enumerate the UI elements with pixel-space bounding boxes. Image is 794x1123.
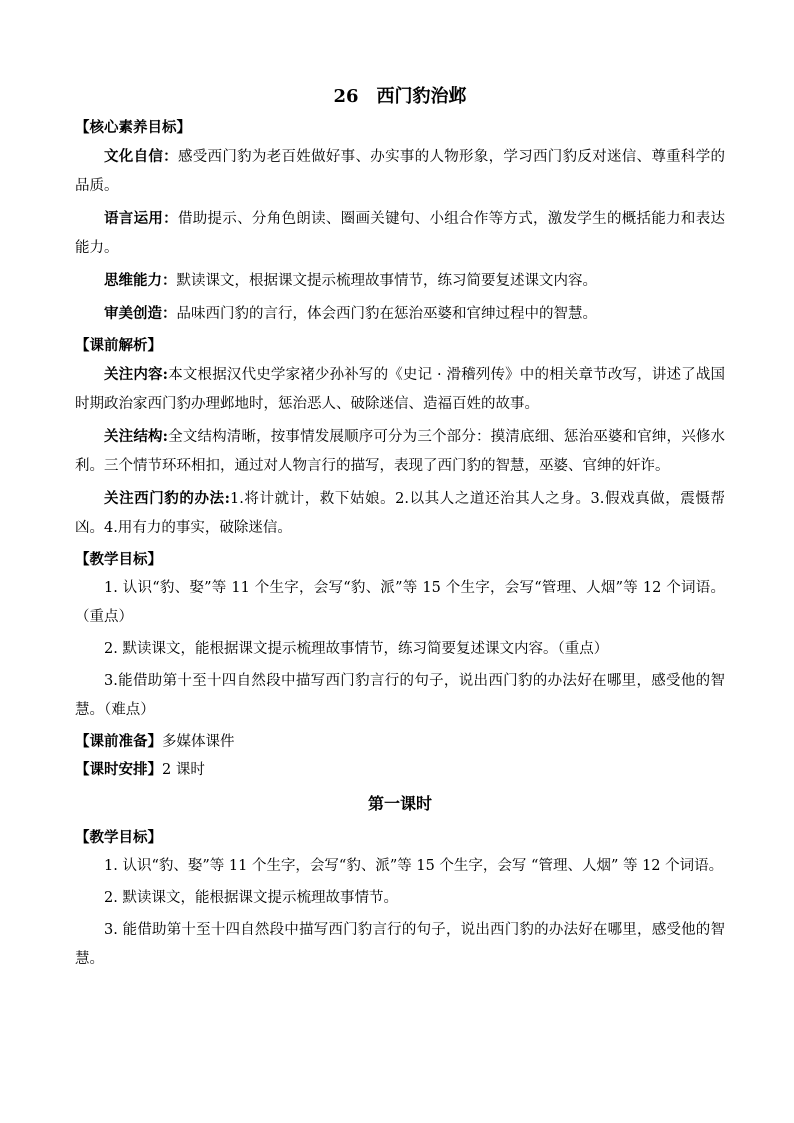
lesson1-goal-item: 3. 能借助第十至十四自然段中描写西门豹言行的句子，说出西门豹的办法好在哪里，感受他的智慧。 (75, 922, 725, 967)
analysis-item-methods (75, 484, 725, 543)
lesson1-goals-heading: 【教学目标】 (75, 829, 162, 846)
analysis-item-label: 关注内容: (104, 366, 169, 383)
lesson1-goal-item: 2. 默读课文，能根据课文提示梳理故事情节。 (104, 890, 398, 906)
core-item-label: 思维能力： (104, 272, 177, 289)
prep-heading: 【课前准备】 (75, 733, 162, 750)
analysis-item-text: 1.将计就计，救下姑娘。2.以其人之道还治其人之身。3.假戏真做，震慑帮凶。4.用有力的事实，破除迷信。 (75, 491, 725, 536)
prep-text: 多媒体课件 (162, 734, 235, 750)
goal-item: 2. 默读课文，能根据课文提示梳理故事情节，练习简要复述课文内容。（重点） (104, 641, 609, 657)
core-item-text: 默读课文，根据课文提示梳理故事情节，练习简要复述课文内容。 (176, 273, 597, 289)
page-content (75, 82, 725, 977)
core-item-label: 审美创造： (104, 305, 177, 322)
lesson1-goal-item: 1. 认识“豹、娶”等 11 个生字，会写“豹、派”等 15 个生字，会写 “管理、人烟” 等 12 个词语。 (104, 858, 724, 874)
goal-item: 1. 认识“豹、娶”等 11 个生字，会写“豹、派”等 15 个生字，会写“管理、人烟”等 12 个词语。（重点） (75, 580, 725, 625)
core-item-label: 文化自信： (104, 148, 178, 165)
goals-heading: 【教学目标】 (75, 551, 162, 568)
analysis-item-structure (75, 422, 725, 481)
lesson-title: 26 西门豹治邺 (333, 86, 467, 107)
core-item-culture (75, 142, 725, 201)
core-item-text: 借助提示、分角色朗读、圈画关键句、小组合作等方式，激发学生的概括能力和表达能力。 (75, 211, 726, 256)
prep-line (75, 728, 725, 756)
analysis-heading: 【课前解析】 (75, 337, 162, 354)
core-item-text: 感受西门豹为老百姓做好事、办实事的人物形象，学习西门豹反对迷信、尊重科学的品质。 (75, 149, 726, 194)
core-item-text: 品味西门豹的言行，体会西门豹在惩治巫婆和官绅过程中的智慧。 (176, 306, 597, 322)
core-item-thinking (75, 266, 725, 296)
goal-item: 3.能借助第十至十四自然段中描写西门豹言行的句子，说出西门豹的办法好在哪里，感受他的智慧。（难点） (75, 673, 725, 718)
analysis-item-label: 关注结构: (104, 428, 168, 445)
core-item-language (75, 204, 725, 263)
analysis-item-text: 本文根据汉代史学家褚少孙补写的《史记 · 滑稽列传》中的相关章节改写，讲述了战国时期政治家西门豹办理邺地时，惩治恶人、破除迷信、造福百姓的故事。 (75, 367, 726, 412)
core-heading: 【核心素养目标】 (75, 119, 191, 136)
core-item-label: 语言运用： (104, 210, 178, 227)
schedule-text: 2 课时 (162, 762, 205, 778)
analysis-item-label: 关注西门豹的办法: (104, 490, 230, 507)
schedule-line (75, 756, 725, 784)
analysis-item-content (75, 360, 725, 419)
core-item-aesthetic (75, 299, 725, 329)
schedule-heading: 【课时安排】 (75, 761, 162, 778)
lesson1-title: 第一课时 (367, 794, 432, 813)
analysis-item-text: 全文结构清晰，按事情发展顺序可分为三个部分：摸清底细、惩治巫婆和官绅，兴修水利。三个情节环环相扣，通过对人物言行的描写，表现了西门豹的智慧，巫婆、官绅的奸诈。 (75, 429, 726, 474)
